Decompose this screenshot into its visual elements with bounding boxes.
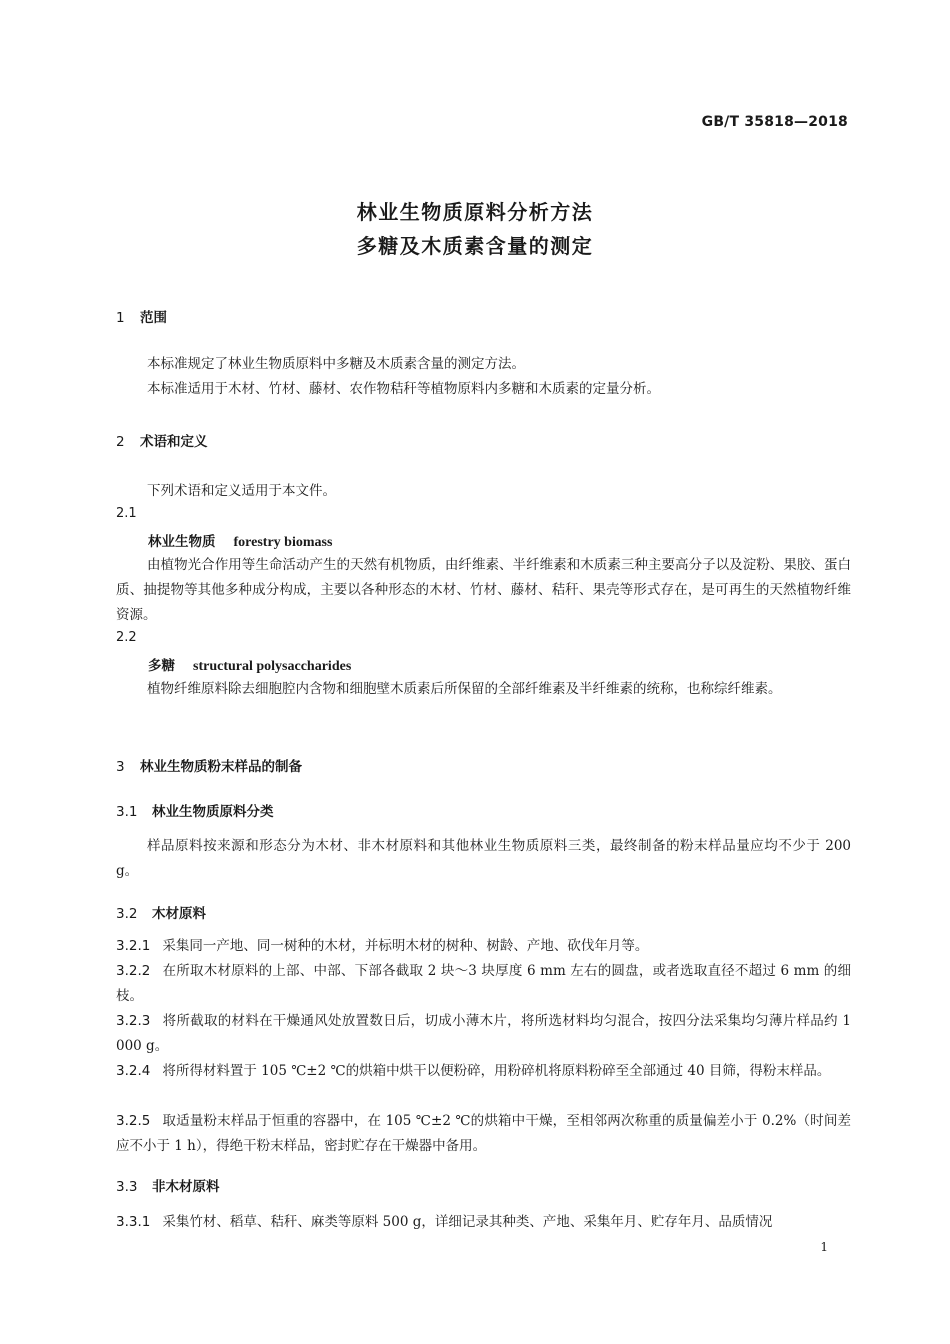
clause-number: 3.2.1 bbox=[116, 938, 151, 954]
section-3-1-paragraph: 样品原料按来源和形态分为木材、非木材原料和其他林业生物质原料三类，最终制备的粉末样品量应均不少于 200 g。 bbox=[116, 838, 851, 879]
section-title: 木材原料 bbox=[152, 906, 206, 922]
clause-3-2-2 bbox=[116, 959, 851, 1009]
term-2-2-definition: 植物纤维原料除去细胞腔内含物和细胞壁木质素后所保留的全部纤维素及半纤维素的统称，也称综纤维素。 bbox=[147, 681, 782, 697]
section-number: 3.1 bbox=[116, 804, 138, 820]
section-number: 3.3 bbox=[116, 1179, 138, 1195]
clause-number: 3.2.4 bbox=[116, 1063, 151, 1079]
clause-text: 采集竹材、稻草、秸秆、麻类等原料 500 g，详细记录其种类、产地、采集年月、贮存年月、品质情况 bbox=[162, 1214, 773, 1230]
section-3-3-heading bbox=[116, 1175, 220, 1195]
clause-3-2-1 bbox=[116, 934, 851, 959]
scope-paragraph-2: 本标准适用于木材、竹材、藤材、农作物秸秆等植物原料内多糖和木质素的定量分析。 bbox=[147, 381, 660, 397]
term-2-2-number: 2.2 bbox=[116, 630, 137, 645]
term-zh: 多糖 bbox=[148, 658, 175, 674]
term-en: structural polysaccharides bbox=[193, 659, 352, 674]
document-title-line1: 林业生物质原料分析方法 bbox=[356, 200, 594, 224]
standard-code: GB/T 35818—2018 bbox=[701, 114, 848, 130]
section-title: 术语和定义 bbox=[140, 434, 208, 450]
clause-text: 将所得材料置于 105 ℃±2 ℃的烘箱中烘干以便粉碎，用粉碎机将原料粉碎至全部通过 40 目筛，得粉末样品。 bbox=[162, 1063, 831, 1079]
clause-text: 采集同一产地、同一树种的木材，并标明木材的树种、树龄、产地、砍伐年月等。 bbox=[162, 938, 649, 954]
term-en: forestry biomass bbox=[233, 535, 333, 550]
term-2-1-definition: 由植物光合作用等生命活动产生的天然有机物质，由纤维素、半纤维素和木质素三种主要高分子以及淀粉、果胶、蛋白质、抽提物等其他多种成分构成，主要以各种形态的木材、竹材、藤材、秸秆、果壳等形式存在，是可再生的天然植物纤维资源。 bbox=[116, 557, 851, 623]
section-number: 3.2 bbox=[116, 906, 138, 922]
clause-3-2-4 bbox=[116, 1059, 851, 1084]
section-3-heading bbox=[116, 755, 302, 775]
terms-intro: 下列术语和定义适用于本文件。 bbox=[147, 483, 336, 499]
term-2-1-number: 2.1 bbox=[116, 506, 137, 521]
clause-number: 3.3.1 bbox=[116, 1214, 151, 1230]
clause-number: 3.2.2 bbox=[116, 963, 151, 979]
section-1-heading bbox=[116, 306, 167, 326]
scope-paragraph-1: 本标准规定了林业生物质原料中多糖及木质素含量的测定方法。 bbox=[147, 356, 525, 372]
section-title: 非木材原料 bbox=[152, 1179, 220, 1195]
term-2-1-name bbox=[148, 530, 332, 551]
clause-number: 3.2.5 bbox=[116, 1113, 151, 1129]
section-number: 1 bbox=[116, 310, 125, 326]
clause-text: 取适量粉末样品于恒重的容器中，在 105 ℃±2 ℃的烘箱中干燥，至相邻两次称重的质量偏差小于 0.2%（时间差应不小于 1 h），得绝干粉末样品，密封贮存在干燥器中备用。 bbox=[116, 1113, 851, 1154]
section-title: 范围 bbox=[140, 310, 167, 326]
section-number: 3 bbox=[116, 759, 125, 775]
clause-text: 在所取木材原料的上部、中部、下部各截取 2 块～3 块厚度 6 mm 左右的圆盘，或者选取直径不超过 6 mm 的细枝。 bbox=[116, 963, 851, 1004]
document-title-line2: 多糖及木质素含量的测定 bbox=[356, 234, 594, 258]
section-number: 2 bbox=[116, 434, 125, 450]
section-2-heading bbox=[116, 430, 208, 450]
page-number: 1 bbox=[820, 1240, 828, 1254]
clause-text: 将所截取的材料在干燥通风处放置数日后，切成小薄木片，将所选材料均匀混合，按四分法采集均匀薄片样品约 1 000 g。 bbox=[116, 1013, 851, 1054]
section-3-2-heading bbox=[116, 902, 206, 922]
section-3-1-heading bbox=[116, 800, 274, 820]
clause-number: 3.2.3 bbox=[116, 1013, 151, 1029]
clause-3-2-3 bbox=[116, 1009, 851, 1059]
section-title: 林业生物质原料分类 bbox=[152, 804, 274, 820]
clause-3-2-5 bbox=[116, 1109, 851, 1159]
clause-3-3-1 bbox=[116, 1210, 851, 1235]
section-title: 林业生物质粉末样品的制备 bbox=[140, 759, 302, 775]
term-2-2-name bbox=[148, 654, 351, 675]
term-zh: 林业生物质 bbox=[148, 534, 216, 550]
